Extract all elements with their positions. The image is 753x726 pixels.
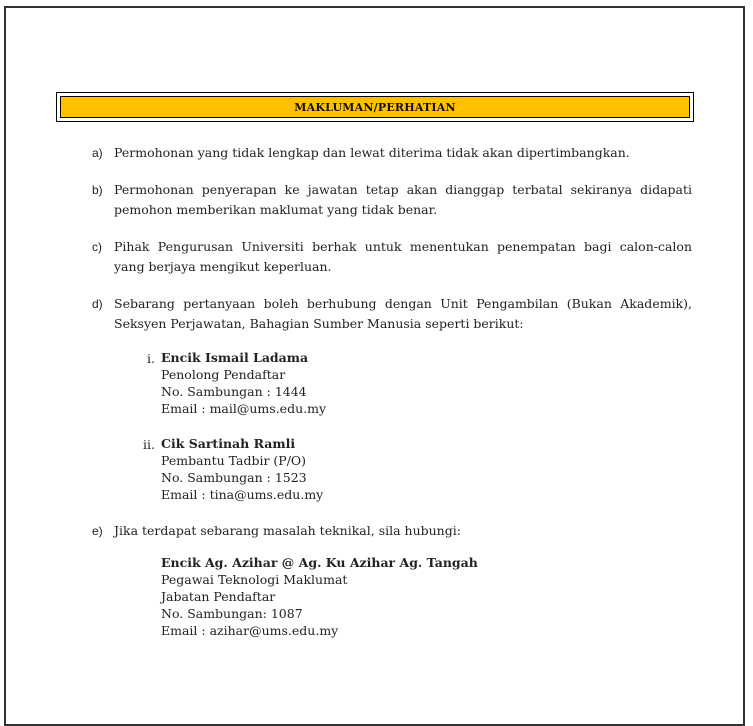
contact-extension: No. Sambungan : 1444 [161,384,307,399]
contact-details [161,435,692,503]
notice-banner [56,92,694,122]
list-marker: a) [92,146,103,160]
list-item-b [92,180,692,220]
list-marker: e) [92,524,103,538]
list-item-d [92,294,692,334]
contact-email: Email : mail@ums.edu.my [161,401,327,416]
contact-marker: i. [147,351,155,366]
list-marker: b) [92,183,103,197]
list-item-e [92,521,692,541]
contact-name: Encik Ismail Ladama [161,350,309,365]
contact-list [138,349,692,503]
technical-contact-name: Encik Ag. Azihar @ Ag. Ku Azihar Ag. Tangah [161,555,478,570]
contact-entry [138,349,692,417]
contact-email: Email : tina@ums.edu.my [161,487,324,502]
list-marker: d) [92,297,103,311]
list-marker: c) [92,240,102,254]
contact-marker: ii. [143,437,155,452]
list-item-text: Jika terdapat sebarang masalah teknikal, sila hubungi: [114,523,461,538]
list-item-text: Pihak Pengurusan Universiti berhak untuk menentukan penempatan bagi calon-calon yang berjaya mengikut keperluan. [114,239,692,274]
contact-extension: No. Sambungan : 1523 [161,470,307,485]
technical-contact-position: Pegawai Teknologi Maklumat [161,572,348,587]
contact-position: Penolong Pendaftar [161,367,286,382]
technical-contact-extension: No. Sambungan: 1087 [161,606,303,621]
list-item-text: Sebarang pertanyaan boleh berhubung dengan Unit Pengambilan (Bukan Akademik), Seksyen Perjawatan, Bahagian Sumber Manusia seperti berikut: [114,296,692,331]
contact-name: Cik Sartinah Ramli [161,436,296,451]
contact-details [161,349,692,417]
contact-entry [138,435,692,503]
technical-contact [161,554,692,639]
technical-contact-email: Email : azihar@ums.edu.my [161,623,339,638]
list-item-c [92,237,692,277]
contact-position: Pembantu Tadbir (P/O) [161,453,307,468]
technical-contact-department: Jabatan Pendaftar [161,589,276,604]
list-item-text: Permohonan yang tidak lengkap dan lewat diterima tidak akan dipertimbangkan. [114,145,630,160]
notice-banner-title: MAKLUMAN/PERHATIAN [60,96,690,118]
notice-list [92,143,692,639]
list-item-text: Permohonan penyerapan ke jawatan tetap akan dianggap terbatal sekiranya didapati pemohon memberikan maklumat yang tidak benar. [114,182,692,217]
list-item-a [92,143,692,163]
